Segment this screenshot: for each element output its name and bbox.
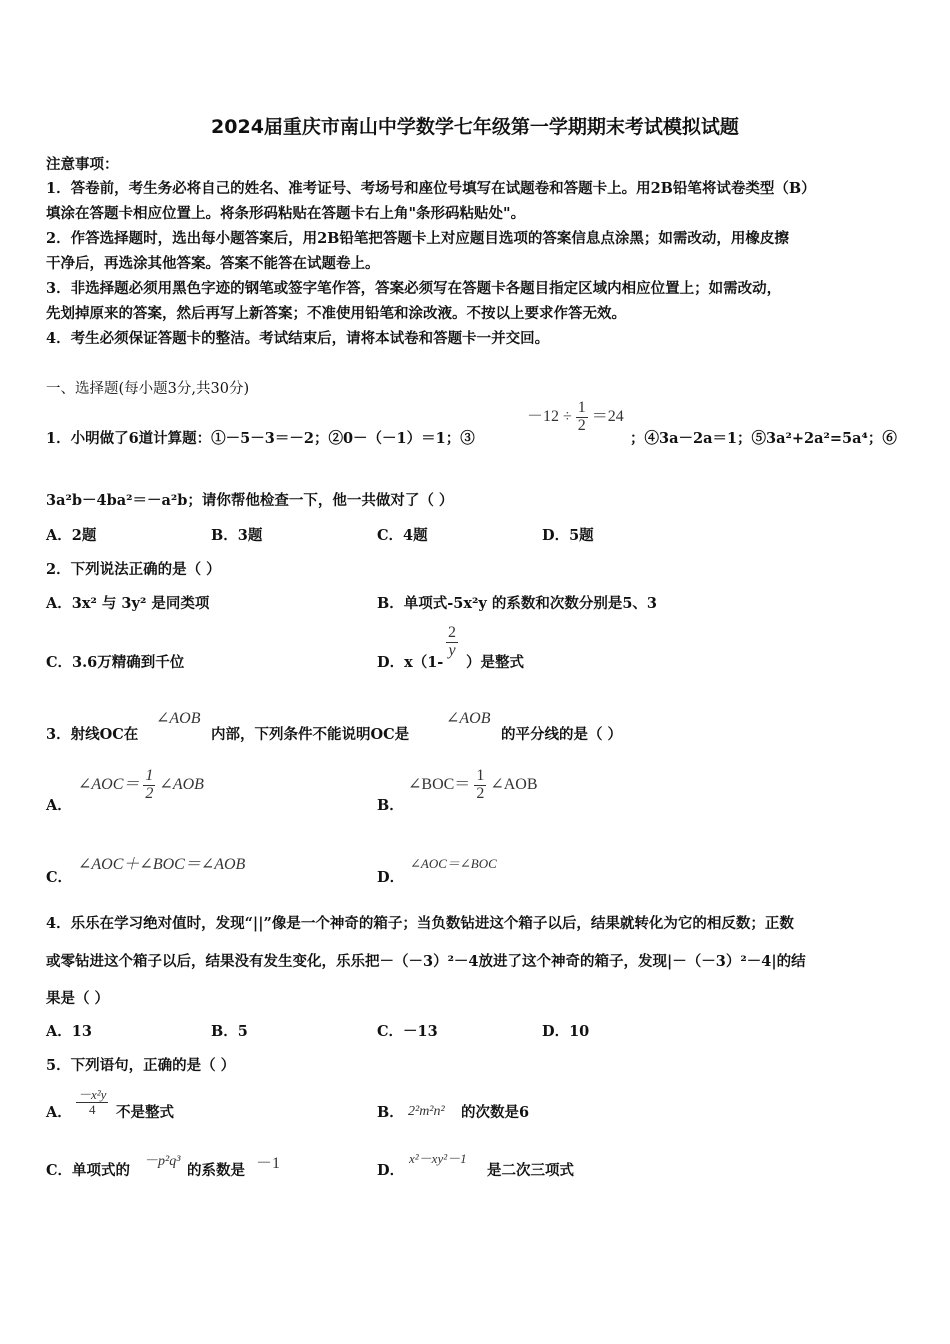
q5-option-a-text: 不是整式 [116,1104,174,1121]
q1-frac-num: 1 [577,399,586,416]
q3-angle-1: ∠AOB [156,710,201,727]
q4-option-a: A．13 [46,1023,92,1040]
q3-option-d-math: ∠AOC＝∠BOC [410,856,497,871]
q1-option-b: B．3题 [211,527,263,544]
q4-stem-line3: 果是（ ） [46,990,110,1007]
q1-frac-den: 2 [577,416,586,434]
q2-option-c: C．3.6万精确到千位 [46,654,185,671]
q4-option-b: B．5 [211,1023,248,1040]
q1-option-a: A．2题 [46,527,97,544]
notice-heading: 注意事项： [46,156,119,173]
q3-option-b-math [408,768,538,803]
q4-option-d: D．10 [542,1023,590,1040]
q5-option-b-label: B． [377,1104,404,1121]
q3-stem-c: 的平分线的是（ ） [501,726,623,743]
q3-a-rhs: ∠AOB [159,775,204,793]
notice-line-4: 4．考生必须保证答题卡的整洁。考试结束后，请将本试卷和答题卡一并交回。 [46,330,550,347]
q2-option-d-pre: D．x（1- [377,654,444,671]
notice-line-1: 1．答卷前，考生务必将自己的姓名、准考证号、考场号和座位号填写在试题卷和答题卡上。用2B铅笔将试卷类型（B） [46,180,816,197]
q5-a-den: 4 [88,1101,96,1117]
q3-option-a-label: A． [46,797,72,814]
q5-option-a-label: A． [46,1104,72,1121]
q1-stem-part1: 1．小明做了6道计算题：①－5－3＝－2；②0－（－1）＝1；③ [46,430,475,447]
q1-fraction [576,400,588,435]
q4-stem-line1: 4．乐乐在学习绝对值时，发现“||”像是一个神奇的箱子；当负数钻进这个箱子以后，结果就转化为它的相反数；正数 [46,915,794,932]
q5-stem: 5．下列语句，正确的是（ ） [46,1057,236,1074]
q1-expression [527,400,624,435]
q3-a-num: 1 [145,767,154,784]
q5-a-num: －x²y [78,1087,107,1102]
q3-stem-a: 3．射线OC在 [46,726,139,743]
q1-expr-b: ＝24 [591,407,624,425]
q5-option-c-text: 的系数是 [187,1162,245,1179]
q2-option-d-fraction [446,625,458,660]
q2-stem: 2．下列说法正确的是（ ） [46,561,221,578]
notice-line-2: 2．作答选择题时，选出每小题答案后，用2B铅笔把答题卡上对应题目选项的答案信息点涂黑；如需改动，用橡皮擦 [46,230,789,247]
q5-option-b-math: 2²m²n² [408,1104,445,1119]
q3-option-b-label: B． [377,797,404,814]
q3-b-lhs: ∠BOC＝ [408,775,471,793]
q5-option-c-value: －1 [256,1155,281,1172]
q3-b-num: 1 [476,767,485,784]
q5-option-a-fraction [76,1088,108,1116]
q3-stem-b: 内部，下列条件不能说明OC是 [211,726,410,743]
q2-frac-num: 2 [448,624,456,641]
q3-option-c-label: C． [46,869,73,886]
notice-line-3b: 先划掉原来的答案，然后再写上新答案；不准使用铅笔和涂改液。不按以上要求作答无效。 [46,305,626,322]
q5-option-d-math: x²－xy²－1 [409,1151,467,1166]
q3-b-rhs: ∠AOB [490,775,538,793]
q5-option-b-text: 的次数是6 [461,1104,530,1121]
q1-expr-a: －12 ÷ [527,407,572,425]
q3-option-d-label: D． [377,869,405,886]
q2-option-a: A．3x² 与 3y² 是同类项 [46,595,210,612]
q3-option-a-math [78,768,204,803]
q5-option-c-math: －p²q³ [144,1154,181,1169]
q4-option-c: C．－13 [377,1023,438,1040]
q3-a-den: 2 [145,784,154,802]
q5-option-c-label: C．单项式的 [46,1162,131,1179]
q3-angle-2: ∠AOB [446,710,491,727]
notice-line-2b: 干净后，再选涂其他答案。答案不能答在试题卷上。 [46,255,380,272]
q5-option-d-label: D． [377,1162,405,1179]
q2-option-b: B．单项式-5x²y 的系数和次数分别是5、3 [377,595,658,612]
q2-option-d-post: ）是整式 [466,654,524,671]
q1-option-c: C．4题 [377,527,428,544]
q1-option-d: D．5题 [542,527,594,544]
q1-stem-part2: ；④3a－2a＝1；⑤3a²+2a²=5a⁴；⑥ [630,430,897,447]
page-title: 2024届重庆市南山中学数学七年级第一学期期末考试模拟试题 [211,116,739,138]
q5-option-d-text: 是二次三项式 [487,1162,574,1179]
section-heading: 一、选择题(每小题3分,共30分) [46,381,250,397]
q3-a-lhs: ∠AOC＝ [78,775,140,793]
notice-line-1b: 填涂在答题卡相应位置上。将条形码粘贴在答题卡右上角"条形码粘贴处"。 [46,205,526,222]
q1-stem-line2: 3a²b－4ba²＝－a²b；请你帮他检查一下，他一共做对了（ ） [46,492,454,509]
notice-line-3: 3．非选择题必须用黑色字迹的钢笔或签字笔作答，答案必须写在答题卡各题目指定区域内相应位置上；如需改动， [46,280,782,297]
q2-frac-den: y [448,641,456,659]
q3-b-den: 2 [476,784,485,802]
q3-option-c-math: ∠AOC＋∠BOC＝∠AOB [78,856,246,873]
q4-stem-line2: 或零钻进这个箱子以后，结果没有发生变化，乐乐把－（－3）²－4放进了这个神奇的箱子，发现|－（－3）²－4|的结 [46,953,806,970]
